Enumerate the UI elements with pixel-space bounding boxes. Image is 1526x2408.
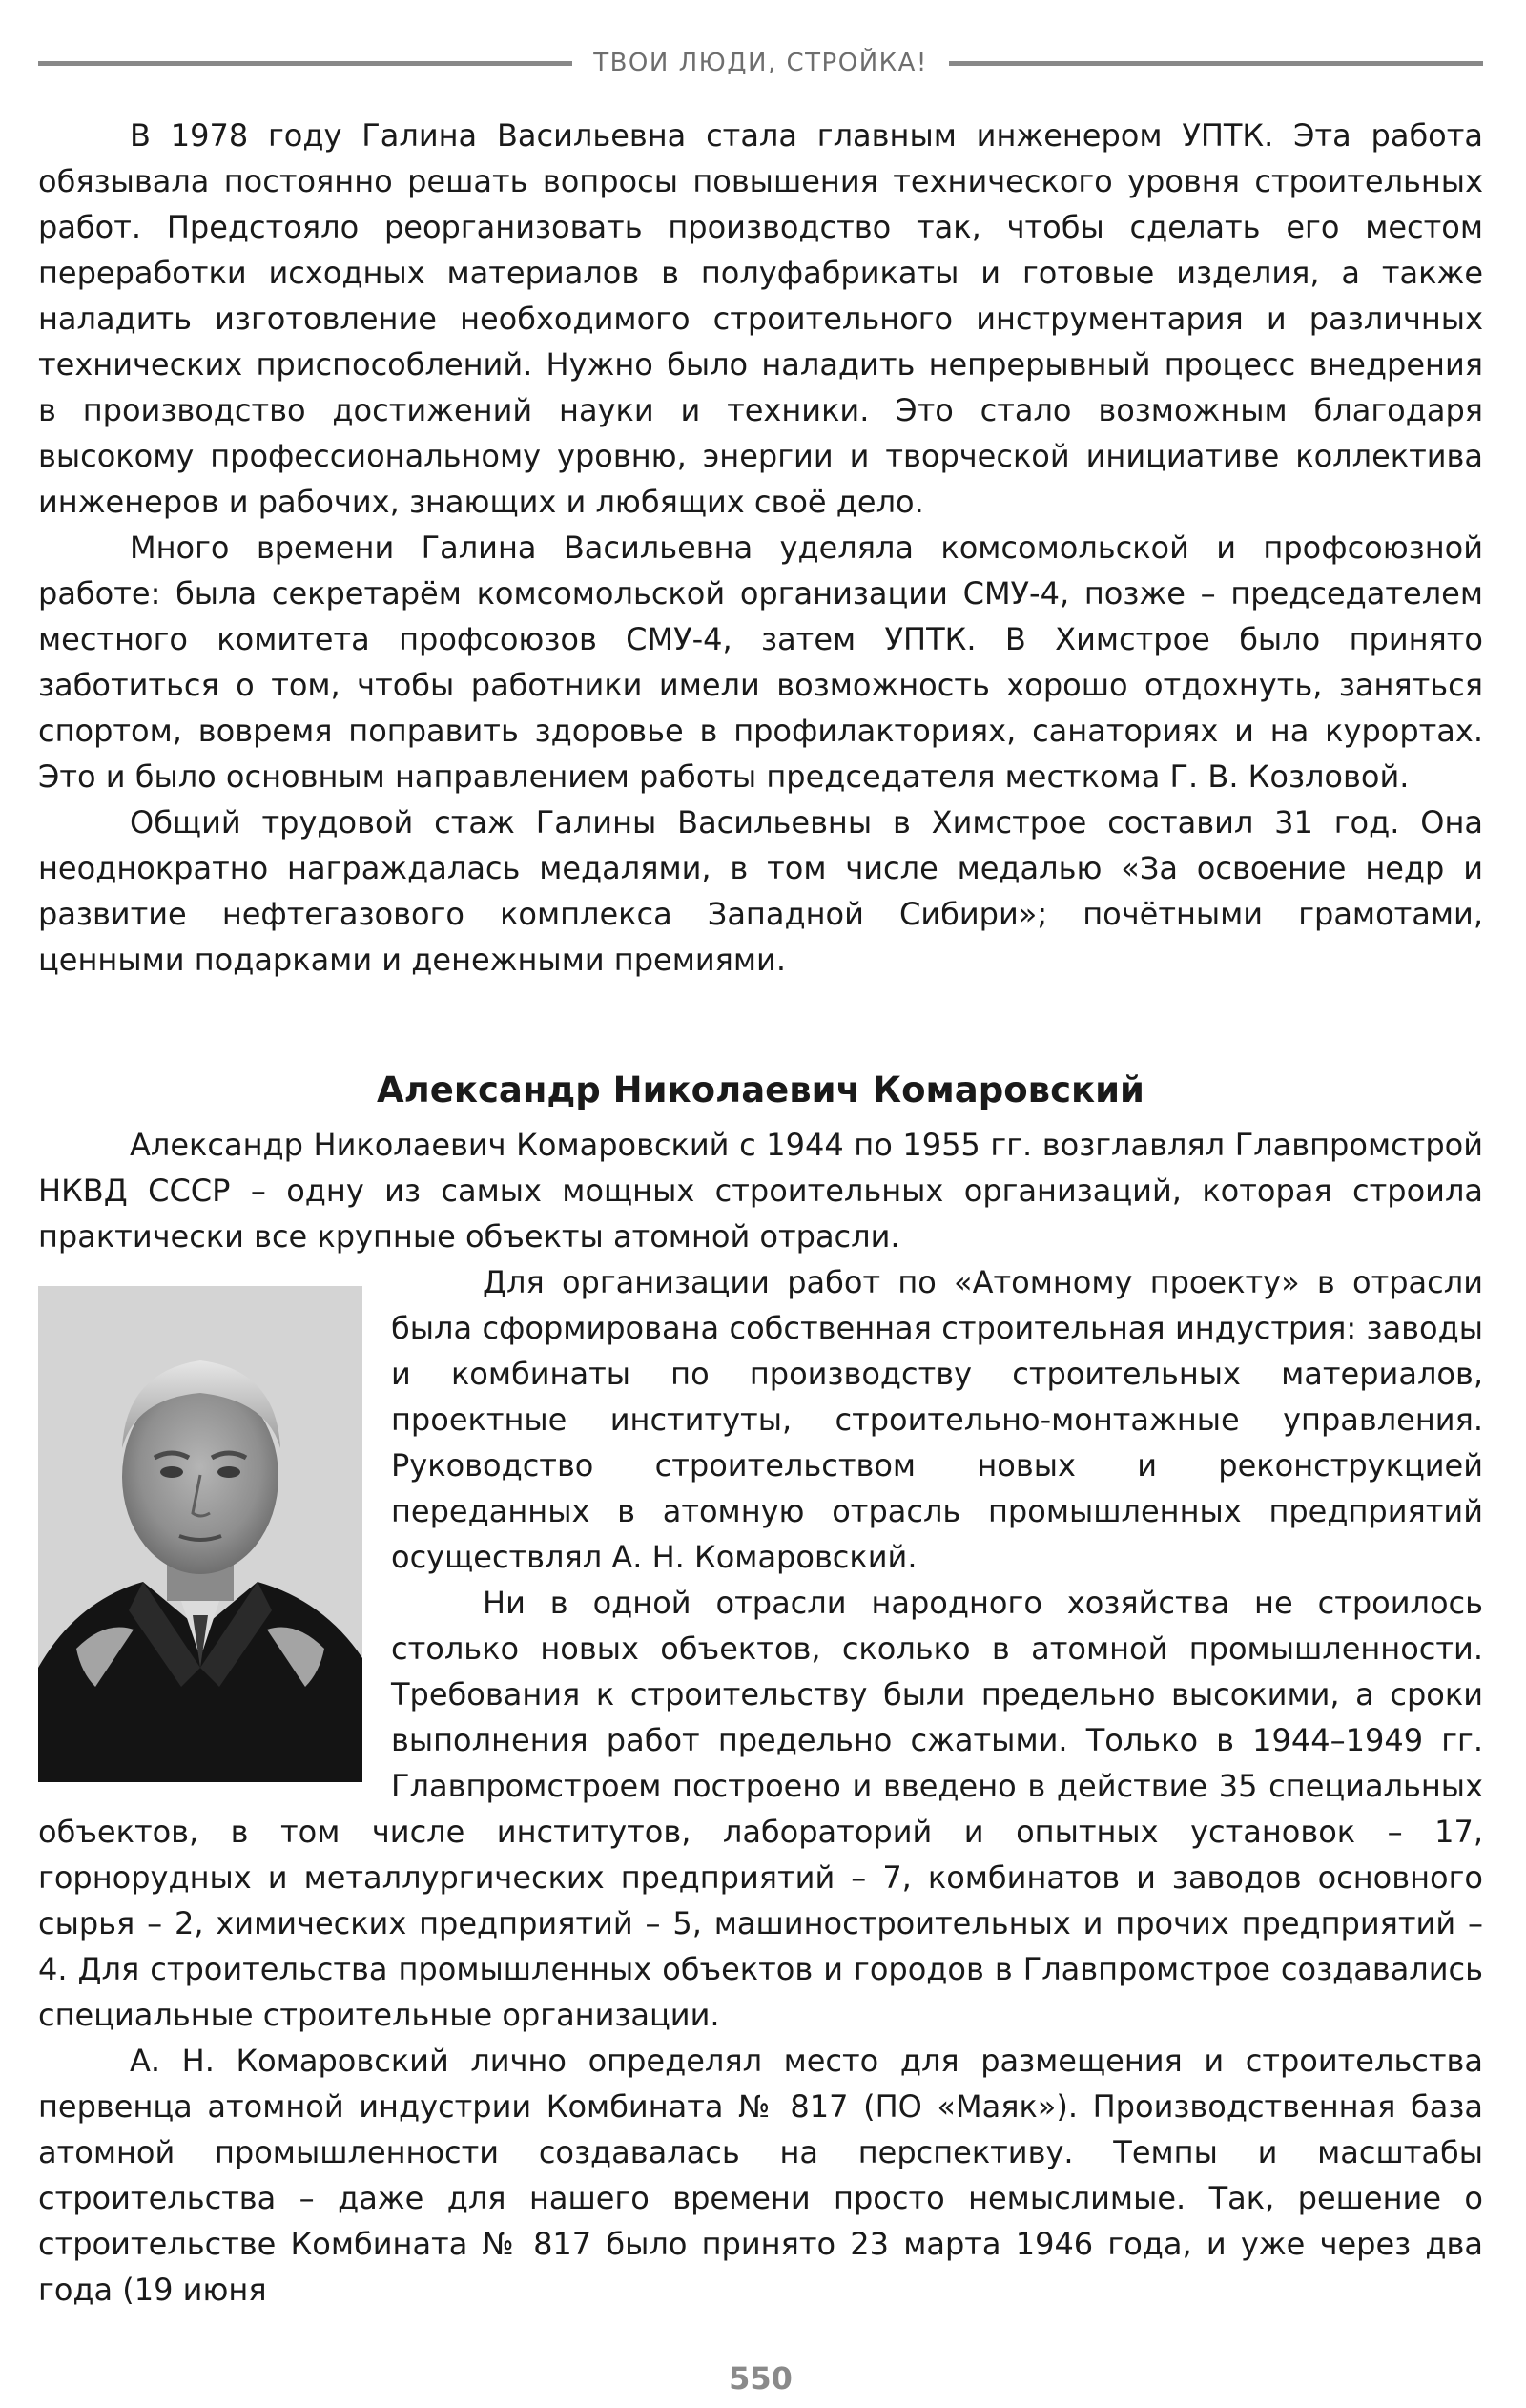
paragraph-2: Много времени Галина Васильевна уделяла комсомольской и профсоюзной работе: была секретарём комсомольской организации СМУ-4, позже – председателем местного комитета профсоюзов СМУ-4, затем УПТК. В Химстрое было принято заботиться о том, чтобы работники имели возможность хорошо отдохнуть, заняться спортом, вовремя поправить здоровье в профилакториях, санаториях и на курортах. Это и было основным направлением работы председателя месткома Г. В. Козловой. bbox=[38, 529, 1483, 795]
section-heading: Александр Николаевич Комаровский bbox=[377, 1069, 1144, 1111]
paragraph-3: Общий трудовой стаж Галины Васильевны в Химстрое составил 31 год. Она неоднократно награждалась медалями, в том числе медалью «За освоение недр и развитие нефтегазового комплекса Западной Сибири»; почётными грамотами, ценными подарками и денежными премиями. bbox=[38, 804, 1483, 978]
page-body bbox=[38, 113, 1483, 2313]
paragraph-6: Ни в одной отрасли народного хозяйства не строилось столько новых объектов, сколько в атомной промышленности. Требования к строительству были предельно высокими, а сроки выполнения работ предельно сжатыми. Только в 1944–1949 гг. Главпромстроем построено и введено в действие 35 специальных объектов, в том числе институтов, лабораторий и опытных установок – 17, горнорудных и металлургических предприятий – 7, комбинатов и заводов основного сырья – 2, химических предприятий – 5, машиностроительных и прочих предприятий – 4. Для строительства промышленных объектов и городов в Главпромстрое создавались специальные строительные организации. bbox=[38, 1585, 1483, 2033]
running-header bbox=[38, 44, 1483, 82]
document-page bbox=[38, 0, 1483, 2408]
portrait-photo bbox=[38, 1286, 362, 1782]
paragraph-4: Александр Николаевич Комаровский с 1944 по 1955 гг. возглавлял Главпромстрой НКВД СССР – одну из самых мощных строительных организаций, которая строила практически все крупные объекты атомной отрасли. bbox=[38, 1127, 1483, 1255]
paragraph-5: Для организации работ по «Атомному проекту» в отрасли была сформирована собственная строительная индустрия: заводы и комбинаты по производству строительных материалов, проектные институты, строительно-монтажные управления. Руководство строительством новых и реконструкцией переданных в атомную отрасль промышленных предприятий осуществлял А. Н. Комаровский. bbox=[391, 1264, 1483, 1575]
paragraph-7: А. Н. Комаровский лично определял место для размещения и строительства первенца атомной индустрии Комбината № 817 (ПО «Маяк»). Производственная база атомной промышленности создавалась на перспективу. Темпы и масштабы строительства – даже для нашего времени просто немыслимые. Так, решение о строительстве Комбината № 817 было принято 23 марта 1946 года, и уже через два года (19 июня bbox=[38, 2043, 1483, 2308]
header-rule-left bbox=[38, 61, 572, 66]
running-header-title: ТВОИ ЛЮДИ, СТРОЙКА! bbox=[593, 49, 928, 77]
paragraph-1: В 1978 году Галина Васильевна стала главным инженером УПТК. Эта работа обязывала постоянно решать вопросы повышения технического уровня строительных работ. Предстояло реорганизовать производство так, чтобы сделать его местом переработки исходных материалов в полуфабрикаты и готовые изделия, а также наладить изготовление необходимого строительного инструментария и различных технических приспособлений. Нужно было наладить непрерывный процесс внедрения в производство достижений науки и техники. Это стало возможным благодаря высокому профессиональному уровню, энергии и творческой инициативе коллектива инженеров и рабочих, знающих и любящих своё дело. bbox=[38, 117, 1483, 520]
portrait-illustration bbox=[38, 1286, 362, 1782]
header-rule-right bbox=[949, 61, 1483, 66]
page-number: 550 bbox=[729, 2360, 793, 2397]
